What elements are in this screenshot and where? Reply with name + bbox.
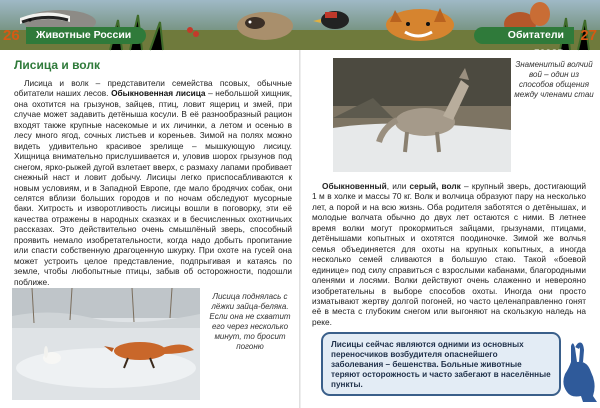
section-label-right: Обитатели лесов [474, 27, 574, 44]
raccoon-dog-illustration [237, 12, 293, 40]
fox-photo-caption: Лисица поднялась с лёжки зайца-беляка. Если она не схватит его через несколько минут, то бросит погоню [209, 292, 291, 351]
hare-silhouette-icon [557, 340, 599, 406]
fox-photo-image [12, 288, 200, 400]
header-banner [0, 0, 600, 58]
fox-hare-photo [12, 288, 200, 400]
rabies-note-box: Лисицы сейчас являются одними из основных переносчиков возбудителя опаснейшего заболевания – бешенства. Больные животные теряют осторожность и часто забегают в населённые пункты. [321, 332, 561, 396]
book-gutter [299, 50, 301, 408]
intro-text: Лисица и волк – представители семейства псовых, обычные обитатели наших лесов. [14, 78, 292, 99]
wolf-join: , или [386, 181, 410, 191]
article-title: Лисица и волк [14, 58, 100, 72]
wolf-term-1: Обыкновенный [322, 181, 387, 191]
wolf-photo-image [333, 58, 511, 172]
wolf-paragraph [312, 181, 586, 327]
page-number-right: 27 [580, 27, 597, 44]
wolf-term-2: серый, волк [409, 181, 461, 191]
wolf-photo-caption: Знаменитый волчий вой – один из способов общения между членами стаи [514, 60, 594, 99]
page-number-left: 26 [3, 27, 20, 44]
fox-paragraph [14, 78, 292, 287]
section-label-left: Животные России [26, 27, 146, 44]
wolf-howling-photo [333, 58, 511, 172]
wolf-text: – крупный зверь, достигающий 1 м в холке и массы 70 кг. Волк и волчица образуют пару на несколько лет, а порой и на всю жизнь. Оба родителя заботятся о детёнышах, и молодые волчата обычно до двух лет остаются с ними. В летнее время волки могут прокормиться зайцами, грызунами, птицами, детёнышами копытных и охотятся поодиночке. Зимой же волчья семья объединяется для охоты на крупных копытных, а иногда несколько семей сливаются в большую стаю. Такой «боевой единице» под силу справиться с взрослыми кабанами, благородными оленями и лосями. Волки действуют очень слаженно и неверояно изобретательны в выборе способов охоты. Иногда они просто изматывают жертву долгой погоней, но часто целенаправленно гонят её в места с глубоким снегом или выгоняют на скользкую наледь на реке. [312, 181, 586, 327]
fox-text: – небольшой хищник, она охотится на грызунов, зайцев, птиц, ловит ящериц и змей, при случае может задавить детёныша косули. В её разнообразный рацион входят также крупные насекомые и их личинки, а летом и осенью в лесу много ягод, сочных листьев и кореньев. Зимой на полях можно видеть удивительно красивое зрелище – мышкующую лисицу. Хищница внимательно прислушивается и, уловив шорох грызунов под снегом, ярко-рыжей дугой взлетает вверх, с размаху лапами пробивает снежный наст и ловит добычу. Лисицы легко приспосабливаются к новым условиям, и в Западной Европе, где мало бродячих собак, они селятся вблизи больших городов и по ночам обследуют мусорные баки. Хитрость и изворотливость лисицы вошли в поговорку, эти её качества отражены в народных сказках и в бесчисленных охотничьих рассказах. Это действительно очень смышлёный зверь, способный проявить немало изобретательности, когда надо добыть пропитание или спасти собственную драгоценную шкурку. При охоте на гусей она может устроить целое представление, подпрыгивая и катаясь по земле, чтобы любопытные птицы, забыв об осторожности, подошли поближе. [14, 88, 292, 287]
fox-term: Обыкновенная лисица [111, 88, 206, 99]
